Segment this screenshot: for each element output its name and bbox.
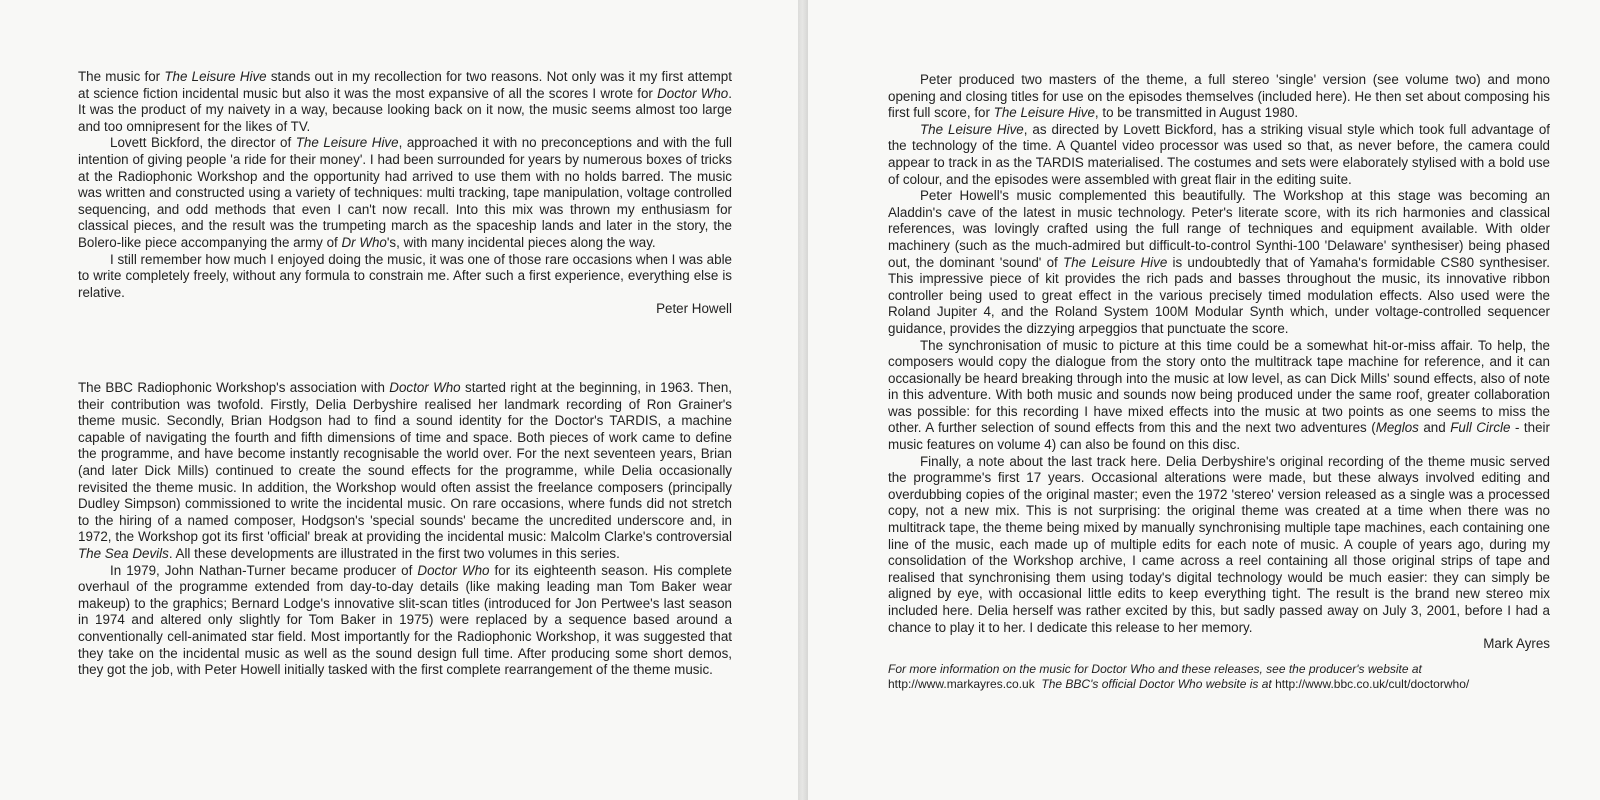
- producer-website-link[interactable]: http://www.markayres.co.uk: [888, 676, 1035, 691]
- ayres-notes-section: [888, 72, 1550, 692]
- website-footnote: For more information on the music for Doctor Who and these releases, see the producer's website at http://www.markayres.co.uk The BBC's official Doctor Who website is at http://www.bbc.co.uk/cult/doctorwho/: [888, 661, 1470, 691]
- history-paragraph-1: The BBC Radiophonic Workshop's association with Doctor Who started right at the beginning, in 1963. Then, their contribution was twofold. Firstly, Delia Derbyshire realised her landmark recording of Ron Grainer's theme music. Secondly, Brian Hodgson had to find a sound identity for the Doctor's TARDIS, a machine capable of navigating the fourth and fifth dimensions of time and space. Both pieces of work came to define the programme, and have become instantly recognisable the world over. For the next seventeen years, Brian (and later Dick Mills) continued to create the sound effects for the programme, while Delia occasionally revisited the theme music. In addition, the Workshop would often assist the freelance composers (principally Dudley Simpson) commissioned to write the incidental music. On rare occasions, where funds did not stretch to the hiring of a named composer, Hodgson's 'special sounds' became the uncredited underscore and, in 1972, the Workshop got its first 'official' break at providing the incidental music: Malcolm Clarke's controversial The Sea Devils. All these developments are illustrated in the first two volumes in this series.: [78, 380, 733, 561]
- workshop-history-section: [78, 380, 732, 679]
- ayres-paragraph-3: Peter Howell's music complemented this beautifully. The Workshop at this stage was becoming an Aladdin's cave of the latest in music technology. Peter's literate score, with its rich harmonies and classical references, was lovingly crafted using the full range of techniques and equipment available. With older machinery (such as the much-admired but difficult-to-control Synthi-100 'Delaware' synthesiser) being phased out, the dominant 'sound' of The Leisure Hive is undoubtedly that of Yamaha's formidable CS80 synthesiser. This impressive piece of kit provides the rich pads and basses throughout the music, its innovative ribbon controller being used to great effect in the various precisely timed modulation effects. Also used were the Roland Jupiter 4, and the Roland System 100M Modular Synth which, under voltage-controlled sequencer guidance, provides the dizzying arpeggios that punctuate the score.: [888, 188, 1550, 336]
- signature-mark-ayres: Mark Ayres: [1483, 636, 1550, 652]
- howell-paragraph-2: Lovett Bickford, the director of The Leisure Hive, approached it with no preconceptions and with the full intention of giving people 'a ride for their money'. I had been surrounded for years by numerous boxes of tricks at the Radiophonic Workshop and the opportunity had arrived to use them with no holds barred. The music was written and constructed using a variety of techniques: multi tracking, tape manipulation, voltage controlled sequencing, and odd methods that even I can't now recall. Into this mix was thrown my enthusiasm for classical pieces, and the result was the trumpeting march as the spaceship lands and later in the story, the Bolero-like piece accompanying the army of Dr Who's, with many incidental pieces along the way.: [78, 135, 732, 250]
- signature-peter-howell: Peter Howell: [656, 301, 732, 317]
- right-page: [808, 0, 1600, 800]
- ayres-paragraph-2: The Leisure Hive, as directed by Lovett Bickford, has a striking visual style which took full advantage of the technology of the time. A Quantel video processor was used so that, as never before, the camera could appear to track in as the TARDIS materialised. The costumes and sets were elaborately stylised with a bold use of colour, and the episodes were assembled with great flair in the editing suite.: [888, 121, 1550, 187]
- howell-paragraph-1: The music for The Leisure Hive stands out in my recollection for two reasons. Not only was it my first attempt at science fiction incidental music but also it was the most expansive of all the scores I wrote for Doctor Who. It was the product of my naivety in a way, because looking back on it now, the music seems almost too large and too omnipresent for the likes of TV.: [78, 69, 732, 134]
- bbc-website-link[interactable]: http://www.bbc.co.uk/cult/doctorwho/: [1275, 676, 1470, 691]
- ayres-paragraph-1: Peter produced two masters of the theme, a full stereo 'single' version (see volume two) and mono opening and closing titles for use on the episodes themselves (included here). He then set about composing his first full score, for The Leisure Hive, to be transmitted in August 1980.: [888, 72, 1550, 121]
- howell-notes-section: [78, 69, 732, 318]
- left-page: [0, 0, 798, 800]
- howell-paragraph-3: I still remember how much I enjoyed doing the music, it was one of those rare occasions when I was able to write completely freely, without any formula to constrain me. After such a first experience, everything else is relative.: [78, 251, 732, 300]
- page-gutter: [798, 0, 808, 800]
- ayres-paragraph-5: Finally, a note about the last track here. Delia Derbyshire's original recording of the theme music served the programme's first 17 years. Occasional alterations were made, but these always involved editing and overdubbing copies of the original master; even the 1972 'stereo' version released as a single was a processed copy, not a new mix. This is not surprising: the original theme was created at a time when there was no multitrack tape, the theme being mixed by manually synchronising multiple tape machines, each containing one line of the music, each made up of multiple edits for each note of music. A couple of years ago, during my consolidation of the Workshop archive, I came across a reel containing all those original strips of tape and realised that synchronising them using today's digital technology would be much easier: they can simply be aligned by eye, with occasional little edits to keep everything tight. The result is the brand new stereo mix included here. Delia herself was rather excited by this, but sadly passed away on July 3, 2001, before I had a chance to play it to her. I dedicate this release to her memory.: [888, 453, 1550, 635]
- history-paragraph-2: In 1979, John Nathan-Turner became producer of Doctor Who for its eighteenth season. His complete overhaul of the programme extended from day-to-day details (like making leading man Tom Baker wear makeup) to the graphics; Bernard Lodge's innovative slit-scan titles (introduced for Jon Pertwee's last season in 1974 and altered only slightly for Tom Baker in 1975) were replaced by a sequence based around a conventionally cell-animated star field. Most importantly for the Radiophonic Workshop, it was suggested that they take on the incidental music as well as the sound design full time. After producing some short demos, they got the job, with Peter Howell initially tasked with the first complete rearrangement of the theme music.: [78, 562, 732, 678]
- ayres-paragraph-4: The synchronisation of music to picture at this time could be a somewhat hit-or-miss affair. To help, the composers would copy the dialogue from the story onto the multitrack tape machine for reference, and it can occasionally be heard breaking through into the music at low level, as can Dick Mills' sound effects, also of note in this adventure. With both music and sounds now being produced under the same roof, greater collaboration was possible: for this recording I have mixed effects into the music at two points as one seems to miss the other. A further selection of sound effects from this and the next two adventures (Meglos and Full Circle - their music features on volume 4) can also be found on this disc.: [888, 337, 1550, 453]
